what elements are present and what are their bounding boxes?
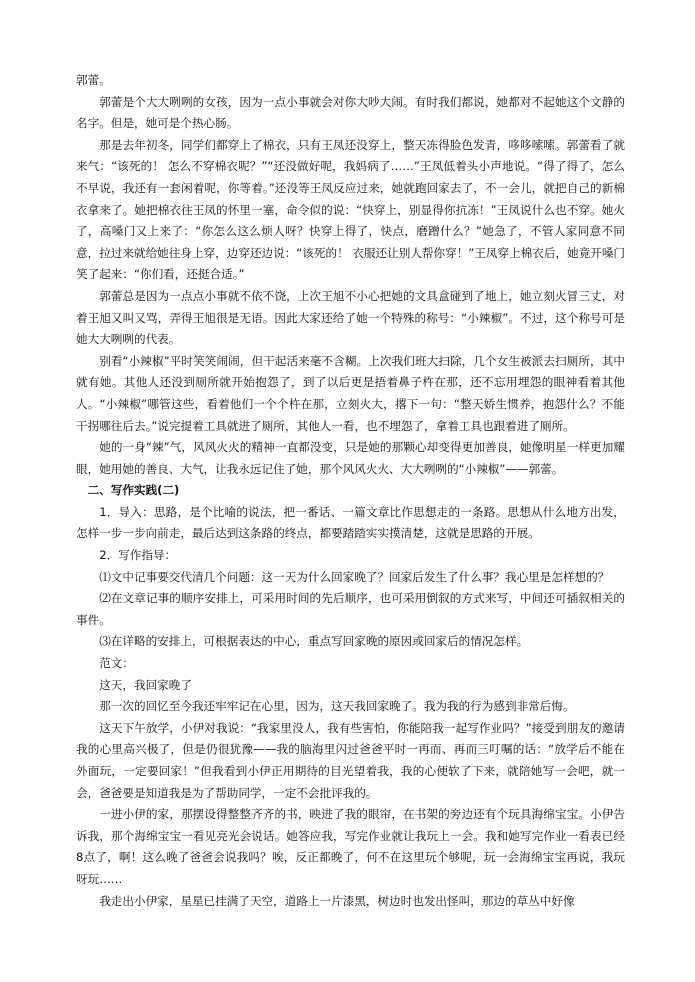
text-paragraph: 范文： [99,656,134,671]
text-paragraph: 郭蕾。 [76,73,111,87]
text-paragraph: 她的一身“辣”气，风风火火的精神一直都没变，只是她的那颗心却变得更加善良，她像明星一样更加耀眼，她用她的善良、大气，让我永远记住了她，那个风风火火、大大咧咧的“小辣椒”——郭蕾。 [76,440,625,476]
text-paragraph: ⑴文中记事要交代清几个问题：这一天为什么回家晚了？回家后发生了什么事？我心里是怎样想的？ [99,569,610,584]
text-paragraph: 这天下午放学，小伊对我说：“我家里没人，我有些害怕，你能陪我一起写作业吗？”接受到朋友的邀请我的心里高兴极了，但是仍很犹豫——我的脑海里闪过爸爸平时一再而、再而三叮嘱的话：“放学后不能在外面玩，一定要回家！”但我看到小伊正用期待的目光望着我，我的心便软了下来，就陪她写一会吧，就一会，爸爸要是知道我是为了帮助同学，一定不会批评我的。 [76,720,625,800]
text-paragraph: 那是去年初冬，同学们都穿上了棉衣，只有王凤还没穿上，整天冻得脸色发青，哆哆嗦嗦。郭蕾看了就来气：“该死的！ 怎么不穿棉衣呢？”“还没做好呢，我妈病了……”王凤低着头小声地说。“得了得了，怎么不早说，我还有一套闲着呢，你等着。”还没等王凤反应过来，她就跑回家去了，不一会儿，就把自己的新棉衣拿来了。她把棉衣往王凤的怀里一塞，命令似的说：“快穿上，别显得你抗冻！”王凤说什么也不穿。她火了，高嗓门又上来了：“你怎么这么烦人呀？快穿上得了，快点，磨蹭什么？”她急了，不管人家同意不同意，拉过来就给她往身上穿，边穿还边说：“该死的！ 衣服还让别人帮你穿！”王凤穿上棉衣后，她竟开嗓门笑了起来：“你们看，还挺合适。” [76,137,626,282]
text-paragraph: 2．写作指导： [99,548,177,563]
section-heading: 二、写作实践(二) [87,483,180,498]
text-paragraph: ⑶在详略的安排上，可根据表达的中心，重点写回家晚的原因或回家后的情况怎样。 [99,634,529,649]
text-paragraph: 1．导入：思路，是个比喻的说法，把一番话、一篇文章比作思想走的一条路。思想从什么地方出发，怎样一步一步向前走，最后达到这条路的终点，都要踏踏实实摸清楚，这就是思路的开展。 [76,504,625,541]
text-paragraph: 我走出小伊家，星星已挂满了天空，道路上一片漆黑，树边时也发出怪叫，那边的草丛中好像 [99,893,575,908]
essay-title: 这天，我回家晚了 [99,677,192,692]
text-paragraph: 那一次的回忆至今我还牢牢记在心里，因为，这天我回家晚了。我为我的行为感到非常后悔。 [99,699,575,714]
text-paragraph: 一进小伊的家，那摆设得整整齐齐的书，映进了我的眼帘，在书架的旁边还有个玩具海绵宝宝。小伊告诉我，那个海绵宝宝一看见亮光会说话。她答应我，写完作业就让我玩上一会。我和她写完作业一看表已经8点了，啊！这么晚了爸爸会说我吗？唉，反正都晚了，何不在这里玩个够呢，玩一会海绵宝宝再说，我玩呀玩…… [76,807,625,886]
text-paragraph: 郭蕾是个大大咧咧的女孩，因为一点小事就会对你大吵大闹。有时我们都说，她都对不起她这个文静的名字。但是，她可是个热心肠。 [76,94,625,131]
text-paragraph: 郭蕾总是因为一点点小事就不依不饶，上次王旭不小心把她的文具盒碰到了地上，她立刻火冒三丈，对着王旭又叫又骂，弄得王旭很是无语。因此大家还给了她一个特殊的称号：“小辣椒”。不过，这个称号可是她大大咧咧的代表。 [76,288,625,347]
text-paragraph: ⑵在文章记事的顺序安排上，可采用时间的先后顺序，也可采用倒叙的方式来写，中间还可插叙相关的事件。 [76,591,625,627]
text-paragraph: 别看“小辣椒”平时笑笑闹闹，但干起活来毫不含糊。上次我们班大扫除，几个女生被派去扫厕所，其中就有她。其他人还没到厕所就开始抱怨了，到了以后更是捂着鼻子杵在那，还不忘用埋怨的眼神看着其他人。“小辣椒”哪管这些，看着他们一个个杵在那，立刻火大，撂下一句：“整天娇生惯养，抱怨什么？不能干拐哪往后去。”说完提着工具就进了厕所，其他人一看，也不埋怨了，拿着工具也跟着进了厕所。 [76,353,625,433]
